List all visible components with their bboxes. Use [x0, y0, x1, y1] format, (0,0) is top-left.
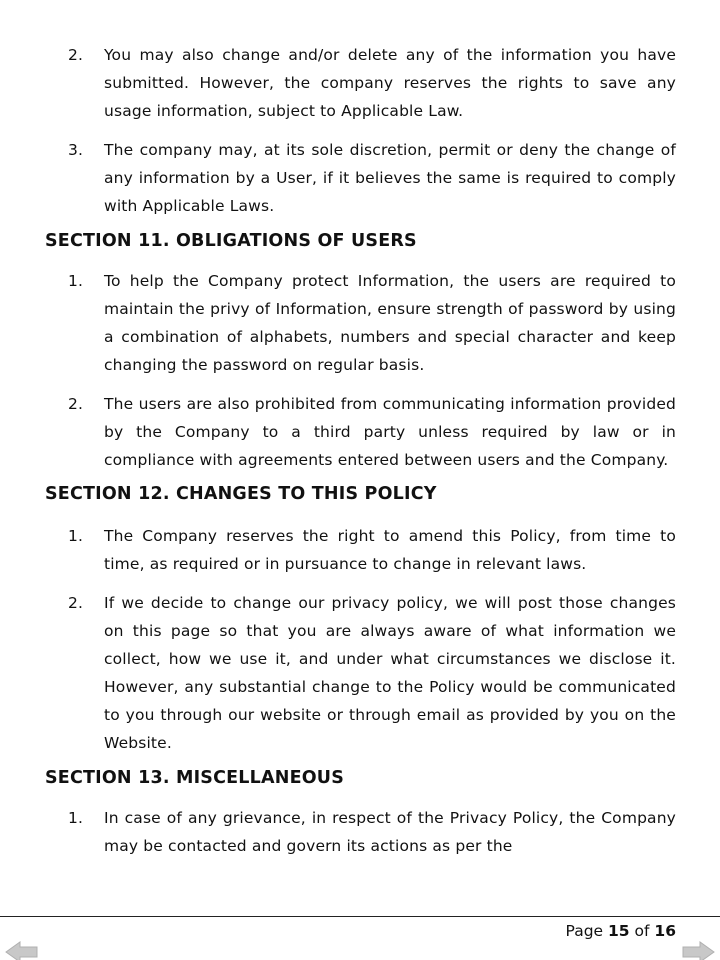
list-number: 2.: [68, 46, 84, 64]
list-item-text: You may also change and/or delete any of the information you have submitted. However, the company reserves the rights to save any usage information, subject to Applicable Law.: [104, 46, 676, 120]
footer-divider: [0, 916, 720, 917]
list-number: 2.: [68, 594, 84, 612]
page-word: Page: [565, 922, 604, 940]
list-item: [68, 267, 676, 379]
arrow-left-icon: [4, 940, 40, 960]
next-page-button[interactable]: [680, 940, 716, 960]
arrow-right-icon: [680, 940, 716, 960]
list-item-text: The company may, at its sole discretion, permit or deny the change of any information by a User, if it believes the same is required to comply with Applicable Laws.: [104, 141, 676, 215]
section-heading: SECTION 11. OBLIGATIONS OF USERS: [45, 231, 417, 251]
section-heading: SECTION 13. MISCELLANEOUS: [45, 768, 345, 788]
list-item: [68, 41, 676, 125]
list-item-text: The users are also prohibited from communicating information provided by the Company to a third party unless required by law or in compliance with agreements entered between users and the Company.: [104, 395, 676, 469]
list-item-text: If we decide to change our privacy policy, we will post those changes on this page so that you are always aware of what information we collect, how we use it, and under what circumstances we disclose it. However, any substantial change to the Policy would be communicated to you through our website or through email as provided by you on the Website.: [104, 594, 676, 752]
page-number: [566, 919, 676, 943]
list-number: 1.: [68, 272, 84, 290]
list-item-text: To help the Company protect Information, the users are required to maintain the privy of Information, ensure strength of password by using a combination of alphabets, numbers and special character and keep changing the password on regular basis.: [104, 272, 676, 374]
section-heading: SECTION 12. CHANGES TO THIS POLICY: [45, 484, 437, 504]
list-number: 2.: [68, 395, 84, 413]
of-word: of: [634, 922, 650, 940]
list-item: [68, 522, 676, 578]
list-item: [68, 390, 676, 474]
list-number: 1.: [68, 527, 84, 545]
current-page: 15: [608, 922, 630, 940]
list-item-text: In case of any grievance, in respect of the Privacy Policy, the Company may be contacted and govern its actions as per the: [104, 809, 676, 855]
total-pages: 16: [654, 922, 676, 940]
list-item-text: The Company reserves the right to amend this Policy, from time to time, as required or in pursuance to change in relevant laws.: [104, 527, 676, 573]
list-item: [68, 804, 676, 860]
list-item: [68, 589, 676, 757]
prev-page-button[interactable]: [4, 940, 40, 960]
list-item: [68, 136, 676, 220]
list-number: 1.: [68, 809, 84, 827]
list-number: 3.: [68, 141, 84, 159]
